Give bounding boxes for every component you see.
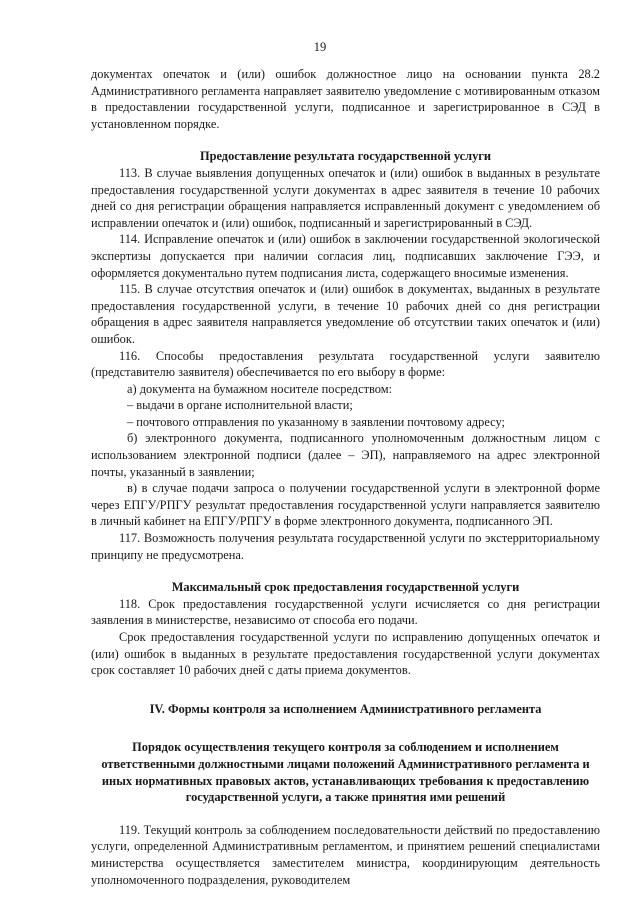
paragraph-119: 119. Текущий контроль за соблюдением последовательности действий по предоставлению услуги, определенной Административным регламентом, и принятием решений специалистами министерства осуществляется заместителем министра, координирующим деятельность уполномоченного подразделения, руководителем	[91, 822, 600, 887]
paragraph-113: 113. В случае выявления допущенных опечаток и (или) ошибок в выданных в результате предоставления государственной услуги документах в адрес заявителя в течение 10 рабочих дней со дня регистрации обращения направляется исправленный документ с уведомлением об исправлении опечаток и (или) ошибок, подписанный и зарегистрированный в СЭД.	[91, 165, 600, 230]
section-heading-control-procedure: Порядок осуществления текущего контроля за соблюдением и исполнением ответственными должностными лицами положений Административного регламента и иных нормативных правовых актов, устанавливающих требования к предоставлению государственной услуги, а также принятия ими решений	[101, 740, 590, 805]
document-body	[91, 66, 600, 888]
paragraph-118-term: Срок предоставления государственной услуги по исправлению допущенных опечаток и (или) ошибок в выданных в результате предоставления государственной услуги документах срок составляет 10 рабочих дней с даты приема документов.	[91, 630, 600, 678]
page-number: 19	[313, 40, 327, 54]
paragraph-116: 116. Способы предоставления результата государственной услуги заявителю (представителю заявителя) обеспечивается по его выбору в форме:	[91, 348, 600, 380]
paragraph-117: 117. Возможность получения результата государственной услуги по экстерриториальному принципу не предусмотрена.	[91, 531, 600, 562]
paragraph-continuation: документах опечаток и (или) ошибок должностное лицо на основании пункта 28.2 Административного регламента направляет заявителю уведомление с мотивированным отказом в предоставлении государственной услуги, подписанное и зарегистрированное в СЭД в установленном порядке.	[91, 67, 600, 131]
section-heading-max-term: Максимальный срок предоставления государственной услуги	[171, 580, 520, 595]
paragraph-115: 115. В случае отсутствия опечаток и (или) ошибок в документах, выданных в результате предоставления государственной услуги, в течение 10 рабочих дней со дня регистрации обращения в адрес заявителя направляется уведомление об отсутствии таких опечаток и (или) ошибок.	[91, 282, 600, 346]
list-item-dash-2: – почтового отправления по указанному в заявлении почтовому адресу;	[127, 414, 505, 429]
section-heading-result: Предоставление результата государственной услуги	[199, 149, 492, 164]
paragraph-114: 114. Исправление опечаток и (или) ошибок в заключении государственной экологической экспертизы допускается при наличии согласия лиц, подписавших заключение ГЭЭ, и оформляется документально путем подписания листа, содержащего вносимые изменения.	[91, 232, 600, 280]
list-item-b: б) электронного документа, подписанного уполномоченным должностным лицом с использованием электронной подписи (далее – ЭП), направляемого на адрес электронной почты, указанный в заявлении;	[91, 431, 600, 479]
chapter-heading-iv: IV. Формы контроля за исполнением Административного регламента	[149, 701, 542, 716]
list-item-v: в) в случае подачи запроса о получении государственной услуги в электронной форме через ЕПГУ/РПГУ результат предоставления государственной услуги направляется заявителю в личный кабинет на ЕПГУ/РПГУ в форме электронного документа, подписанного ЭП.	[91, 481, 600, 529]
paragraph-118: 118. Срок предоставления государственной услуги исчисляется со дня регистрации заявления в министерстве, независимо от способа его подачи.	[91, 596, 600, 628]
list-item-dash-1: – выдачи в органе исполнительной власти;	[127, 398, 353, 413]
list-item-a: а) документа на бумажном носителе посредством:	[127, 381, 393, 396]
